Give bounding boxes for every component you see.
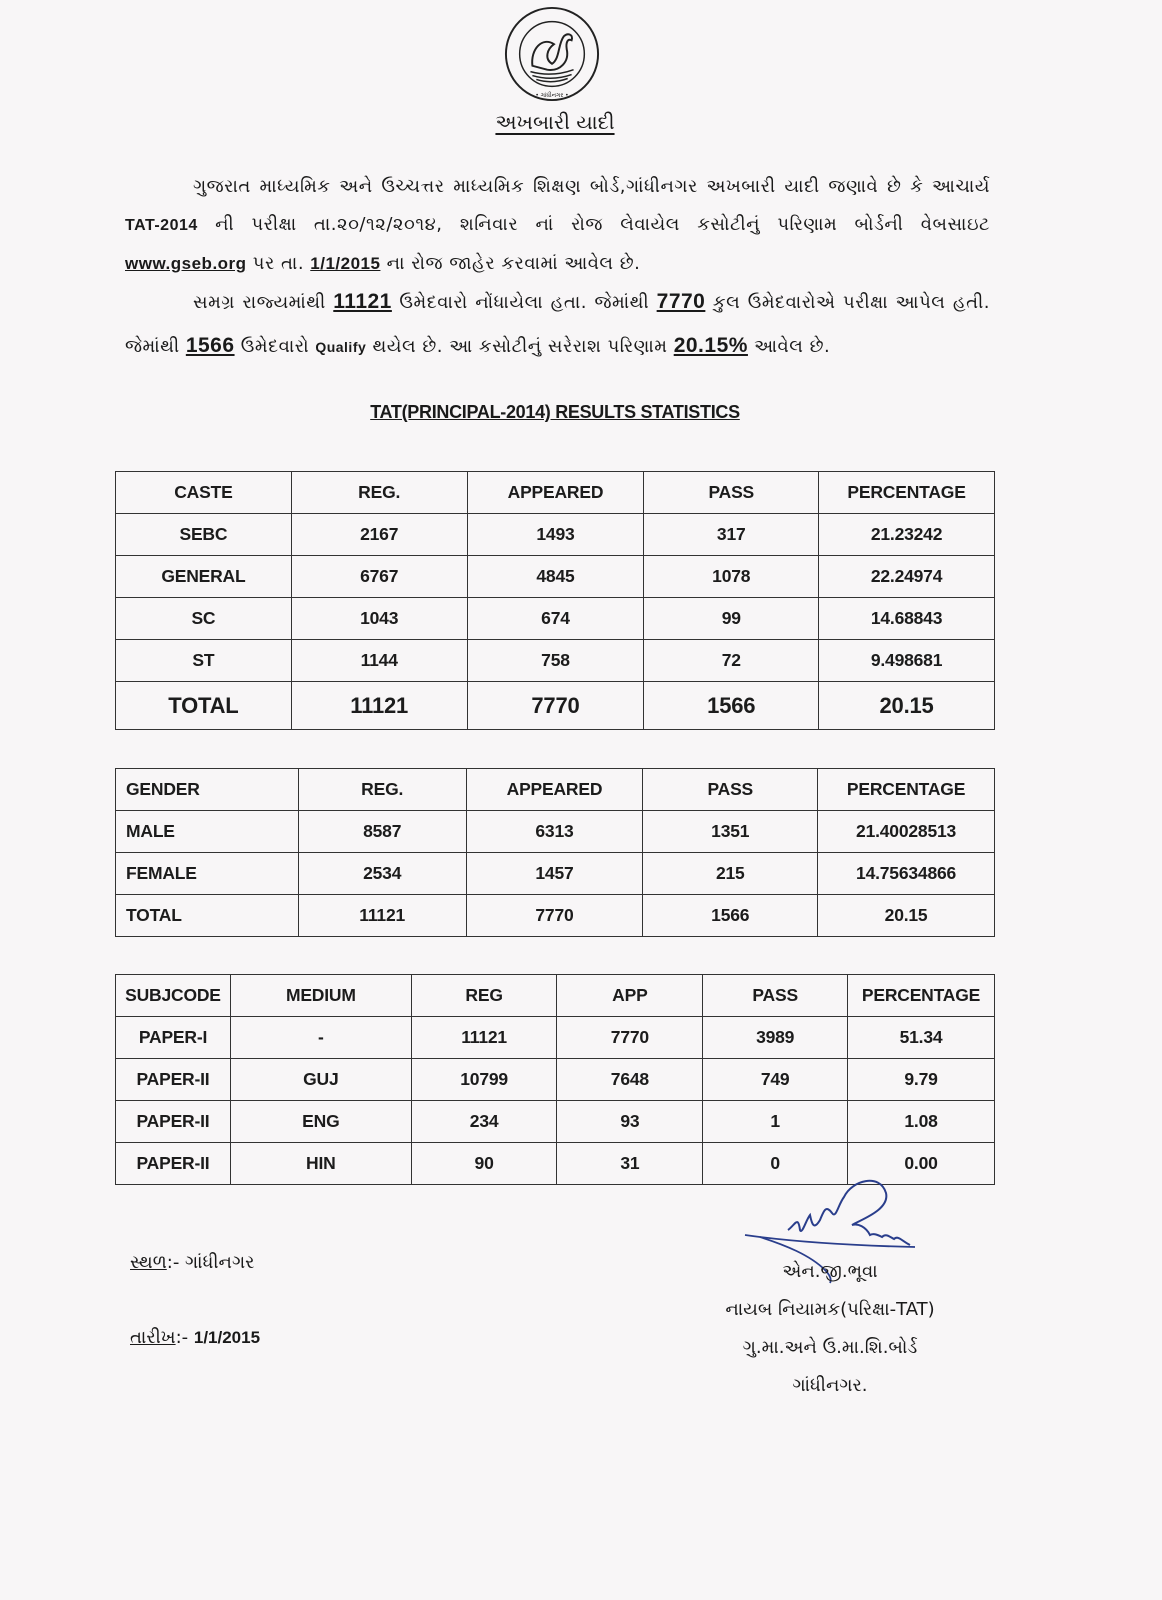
cell: 11121 [298,895,466,937]
header-pass: PASS [703,975,848,1017]
table-row [116,640,995,682]
table-row [116,1101,995,1143]
table-row [116,1017,995,1059]
table-header-row [116,472,995,514]
cell: 51.34 [848,1017,995,1059]
cell: 1144 [291,640,467,682]
para1-text-a: ગુજરાત માધ્યમિક અને ઉચ્ચત્તર માધ્યમિક શિક્ષણ બોર્ડ,ગાંધીનગર અખબારી યાદી જણાવે છે કે આચાર્ય [193,176,990,197]
cell: ENG [230,1101,411,1143]
signatory-organization: ગુ.મા.અને ઉ.મા.શિ.બોર્ડ [742,1337,918,1358]
cell: 1351 [643,811,818,853]
cell: 7770 [557,1017,703,1059]
table-row [116,853,995,895]
subject-results-table [115,974,995,1185]
cell: 2534 [298,853,466,895]
table-total-row [116,895,995,937]
para2-text-d: ઉમેદવારો [234,336,316,357]
cell: 1566 [643,895,818,937]
place-value: ગાંધીનગર [185,1252,255,1273]
cell: 22.24974 [819,556,995,598]
signatory-name: એન.જી.ભૂવા [782,1261,878,1282]
cell: 749 [703,1059,848,1101]
table-row [116,598,995,640]
header-percentage: PERCENTAGE [818,769,995,811]
cell: 7648 [557,1059,703,1101]
cell: 9.79 [848,1059,995,1101]
cell: 1493 [467,514,644,556]
date-separator: :- [175,1327,194,1348]
para2-text-b: ઉમેદવારો નોંધાયેલા હતા. જેમાંથી [391,292,657,313]
header-appeared: APPEARED [467,472,644,514]
cell: PAPER-II [116,1101,231,1143]
header-medium: MEDIUM [230,975,411,1017]
para1-text-d: ના રોજ જાહેર કરવામાં આવેલ છે. [380,253,641,274]
cell: 6313 [466,811,643,853]
gender-results-table [115,768,995,937]
para2-text-c: કુલ ઉમેદવારોએ પરીક્ષા આપેલ હતી. જેમાંથી [125,292,990,357]
table-total-row [116,682,995,730]
header-percentage: PERCENTAGE [819,472,995,514]
stats-title: TAT(PRINCIPAL-2014) RESULTS STATISTICS [370,402,740,422]
table-row [116,514,995,556]
cell: 10799 [411,1059,557,1101]
cell: ST [116,640,292,682]
paragraph-announcement [125,168,990,283]
cell: 234 [411,1101,557,1143]
cell: PAPER-II [116,1143,231,1185]
para2-text-a: સમગ્ર રાજ્યમાંથી [193,292,334,313]
cell: 6767 [291,556,467,598]
cell: 215 [643,853,818,895]
header-app: APP [557,975,703,1017]
cell: 21.23242 [819,514,995,556]
cell: 0 [703,1143,848,1185]
cell: 72 [644,640,819,682]
para1-text-b: ની પરીક્ષા તા.૨૦/૧૨/૨૦૧૪, શનિવાર નાં રોજ લેવાયેલ કસોટીનું પરિણામ બોર્ડની વેબસાઇટ [197,214,990,235]
header-reg: REG [411,975,557,1017]
signatory-city: ગાંધીનગર. [792,1375,868,1396]
result-date: 1/1/2015 [310,254,381,273]
svg-text:• ગાંધીનગર •: • ગાંધીનગર • [535,93,569,100]
cell: TOTAL [116,895,299,937]
website-link[interactable]: www.gseb.org [125,254,247,273]
cell: - [230,1017,411,1059]
cell: 93 [557,1101,703,1143]
cell: 14.68843 [819,598,995,640]
header-reg: REG. [298,769,466,811]
registered-count: 11121 [333,290,392,313]
cell: 1043 [291,598,467,640]
cell: 317 [644,514,819,556]
date-label: તારીખ [130,1327,176,1348]
cell: 8587 [298,811,466,853]
table-row [116,811,995,853]
signatory-block [680,1253,980,1405]
cell: 21.40028513 [818,811,995,853]
cell: 1566 [644,682,819,730]
header-subjcode: SUBJCODE [116,975,231,1017]
header-gender: GENDER [116,769,299,811]
signatory-title: નાયબ નિયામક(પરિક્ષા-TAT) [725,1299,935,1320]
place-line [130,1252,254,1273]
paragraph-summary [125,280,990,369]
header-reg: REG. [291,472,467,514]
cell: 11121 [291,682,467,730]
para2-text-f: આવેલ છે. [747,336,831,357]
cell: 90 [411,1143,557,1185]
cell: GENERAL [116,556,292,598]
para2-text-e: થયેલ છે. આ કસોટીનું સરેરાશ પરિણામ [366,336,674,357]
cell: GUJ [230,1059,411,1101]
cell: SC [116,598,292,640]
header-percentage: PERCENTAGE [848,975,995,1017]
cell: 2167 [291,514,467,556]
cell: 1457 [466,853,643,895]
cell: 31 [557,1143,703,1185]
cell: 758 [467,640,644,682]
cell: 674 [467,598,644,640]
cell: 1 [703,1101,848,1143]
table-row [116,1059,995,1101]
header-caste: CASTE [116,472,292,514]
qualify-word: Qualify [315,339,367,355]
para1-text-c: પર તા. [246,253,311,274]
result-percentage: 20.15% [673,334,748,357]
place-label: સ્થળ [130,1252,167,1273]
cell: TOTAL [116,682,292,730]
cell: 9.498681 [819,640,995,682]
cell: MALE [116,811,299,853]
caste-results-table [115,471,995,730]
cell: 3989 [703,1017,848,1059]
cell: 14.75634866 [818,853,995,895]
place-separator: :- [166,1252,186,1273]
cell: 7770 [467,682,644,730]
date-value: 1/1/2015 [193,1328,261,1347]
cell: SEBC [116,514,292,556]
cell: HIN [230,1143,411,1185]
cell: 1.08 [848,1101,995,1143]
cell: 11121 [411,1017,557,1059]
appeared-count: 7770 [656,290,706,313]
cell: 4845 [467,556,644,598]
cell: PAPER-I [116,1017,231,1059]
date-line [130,1327,260,1348]
gseb-swan-emblem-icon [503,5,601,103]
cell: 20.15 [819,682,995,730]
cell: 7770 [466,895,643,937]
cell: 20.15 [818,895,995,937]
header-appeared: APPEARED [466,769,643,811]
header-pass: PASS [643,769,818,811]
cell: 1078 [644,556,819,598]
table-header-row [116,975,995,1017]
cell: FEMALE [116,853,299,895]
qualified-count: 1566 [185,334,235,357]
table-row [116,556,995,598]
header-pass: PASS [644,472,819,514]
press-release-title: અખબારી યાદી [495,110,615,134]
cell: 0.00 [848,1143,995,1185]
cell: 99 [644,598,819,640]
table-header-row [116,769,995,811]
cell: PAPER-II [116,1059,231,1101]
exam-name: TAT-2014 [125,217,198,234]
